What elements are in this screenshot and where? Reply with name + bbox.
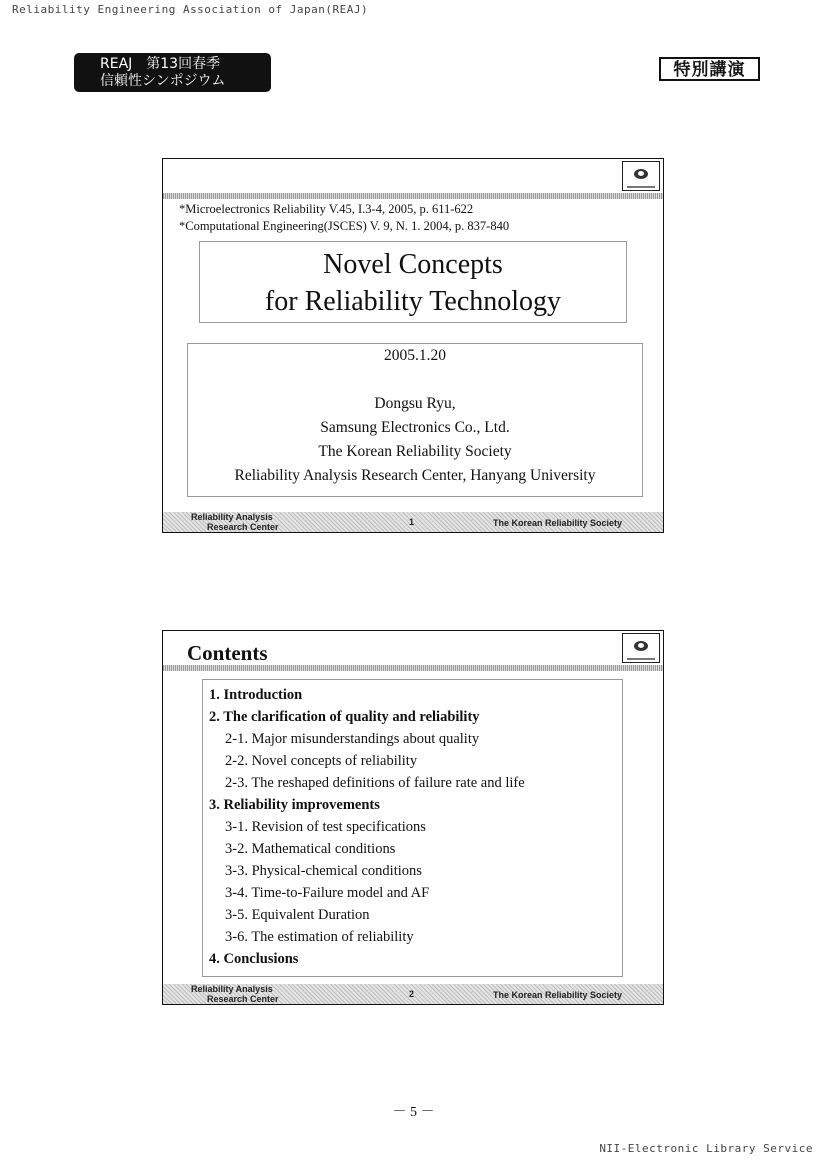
association-header: Reliability Engineering Association of Japan(REAJ) <box>12 3 369 16</box>
special-lecture-label: 特別講演 <box>659 57 760 81</box>
slide-divider <box>163 665 663 671</box>
toc-item: 3-5. Equivalent Duration <box>225 907 370 923</box>
badge-line-1: REAJ 第13回春季 <box>100 56 221 72</box>
footer-center-name <box>191 512 279 532</box>
toc-item: 3-6. The estimation of reliability <box>225 929 414 945</box>
footer-society-name: The Korean Reliability Society <box>493 518 623 528</box>
toc-item: 2. The clarification of quality and reliability <box>209 709 480 725</box>
table-of-contents <box>202 679 623 977</box>
reference-line: *Microelectronics Reliability V.45, I.3-4, 2005, p. 611-622 <box>179 202 474 216</box>
references <box>179 201 509 235</box>
slide-title <box>162 158 664 533</box>
slide-number: 2 <box>409 989 415 999</box>
author-info <box>187 343 643 497</box>
slide-number: 1 <box>409 517 415 527</box>
slide-divider <box>163 193 663 199</box>
toc-item: 3-1. Revision of test specifications <box>225 819 426 835</box>
library-service-footer: NII-Electronic Library Service <box>599 1142 813 1155</box>
footer-left-line-1: Reliability Analysis <box>191 984 273 994</box>
affiliation-line: Samsung Electronics Co., Ltd. <box>320 419 510 436</box>
toc-item: 3-2. Mathematical conditions <box>225 841 396 857</box>
affiliation-line: The Korean Reliability Society <box>318 443 512 460</box>
toc-item: 3-4. Time-to-Failure model and AF <box>225 885 430 901</box>
title-line-1: Novel Concepts <box>323 249 503 280</box>
slide-contents <box>162 630 664 1005</box>
toc-item: 2-3. The reshaped definitions of failure rate and life <box>225 775 525 791</box>
symposium-badge <box>74 53 271 92</box>
toc-item: 4. Conclusions <box>209 951 299 967</box>
toc-item: 2-1. Major misunderstandings about quality <box>225 731 480 747</box>
toc-item: 2-2. Novel concepts of reliability <box>225 753 418 769</box>
society-logo-icon <box>622 161 660 191</box>
badge-line-2: 信頼性シンポジウム <box>100 73 226 89</box>
affiliation-line: Reliability Analysis Research Center, Hanyang University <box>234 467 596 484</box>
page-number: － 5 － <box>392 1105 435 1120</box>
toc-item: 3-3. Physical-chemical conditions <box>225 863 422 879</box>
footer-society-name: The Korean Reliability Society <box>493 990 623 1000</box>
slide-footer <box>163 984 663 1004</box>
footer-left-line-1: Reliability Analysis <box>191 512 273 522</box>
footer-left-line-2: Research Center <box>207 522 279 532</box>
society-logo-icon <box>622 633 660 663</box>
presentation-date: 2005.1.20 <box>384 347 446 364</box>
reference-line: *Computational Engineering(JSCES) V. 9, N. 1. 2004, p. 837-840 <box>179 219 510 233</box>
footer-center-name <box>191 984 279 1004</box>
footer-left-line-2: Research Center <box>207 994 279 1004</box>
contents-title: Contents <box>187 641 268 665</box>
title-line-2: for Reliability Technology <box>264 286 562 317</box>
presentation-title <box>199 241 627 323</box>
slide-footer <box>163 512 663 532</box>
toc-item: 1. Introduction <box>209 687 303 703</box>
author-name: Dongsu Ryu, <box>374 395 456 412</box>
toc-item: 3. Reliability improvements <box>209 797 380 813</box>
